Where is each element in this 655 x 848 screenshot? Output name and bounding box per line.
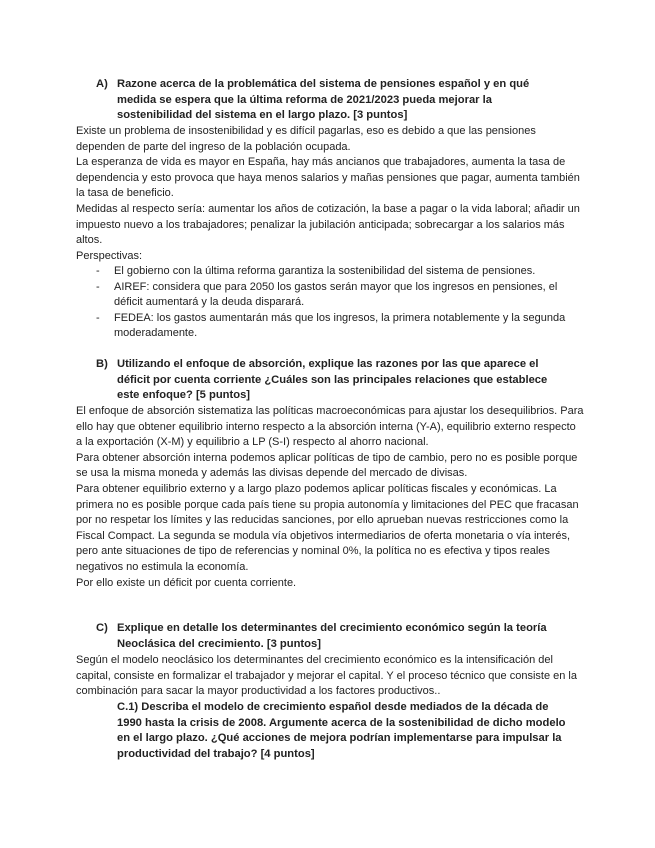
bullet-dash: -	[96, 265, 100, 277]
question-c	[96, 621, 558, 652]
answer-b-paragraph-2: Para obtener absorción interna podemos aplicar políticas de tipo de cambio, pero no es posible porque se usa la misma moneda y además las divisas depende del mercado de divisas.	[76, 451, 578, 480]
bullet-text: AIREF: considera que para 2050 los gastos serán mayor que los ingresos en pensiones, el déficit aumentará y la deuda disparará.	[114, 280, 558, 309]
answer-a-paragraph-1: Existe un problema de insostenibilidad y es difícil pagarlas, eso es debido a que las pensiones dependen de parte del ingreso de la población ocupada.	[76, 125, 536, 153]
question-c-letter: C)	[96, 622, 108, 634]
answer-a	[76, 124, 584, 264]
bullet-dash: -	[96, 311, 100, 324]
answer-b	[76, 404, 584, 591]
question-c-title: Explique en detalle los determinantes del crecimiento económico según la teoría Neoclásica del crecimiento. [3 puntos]	[117, 622, 547, 650]
question-c1-title: C.1) Describa el modelo de crecimiento español desde mediados de la década de 1990 hasta la crisis de 2008. Argumente acerca de la sostenibilidad de dicho modelo en el largo plazo. ¿Qué acciones de mejora podrían implementarse para impulsar la productividad del trabajo? [4 puntos]	[117, 701, 566, 760]
answer-c	[76, 653, 584, 700]
answer-a-paragraph-3: Medidas al respecto sería: aumentar los años de cotización, la base a pagar o la vida laboral; añadir un impuesto nuevo a los trabajadores; penalizar la jubilación anticipada; sobrecargar a los salarios más altos.	[76, 202, 580, 247]
answer-a-paragraph-2: La esperanza de vida es mayor en España, hay más ancianos que trabajadores, aumenta la tasa de dependencia y esto provoca que haya menos salarios y mañas pensiones que pagar, aumenta también la tasa de beneficio.	[76, 156, 580, 200]
question-c1	[117, 700, 567, 762]
list-item	[76, 264, 584, 280]
list-item	[76, 311, 584, 342]
question-b	[96, 357, 558, 404]
question-b-letter: B)	[96, 358, 108, 370]
question-a-letter: A)	[96, 78, 108, 90]
question-a-title: Razone acerca de la problemática del sistema de pensiones español y en qué medida se espera que la última reforma de 2021/2023 pueda mejorar la sostenibilidad del sistema en el largo plazo. [3 puntos]	[117, 78, 530, 122]
answer-b-paragraph-4: Por ello existe un déficit por cuenta corriente.	[76, 576, 297, 589]
question-b-title: Utilizando el enfoque de absorción, explique las razones por las que aparece el déficit por cuenta corriente ¿Cuáles son las principales relaciones que establece este enfoque? [5 puntos]	[117, 358, 548, 402]
bullet-text: FEDEA: los gastos aumentarán más que los ingresos, la primera notablemente y la segunda moderadamente.	[114, 311, 566, 340]
answer-b-paragraph-1: El enfoque de absorción sistematiza las políticas macroeconómicas para ajustar los desequilibrios. Para ello hay que obtener equilibrio interno respecto a la absorción interna (Y-A), equilibrio externo respecto a la exportación (X-M) y equilibrio a LP (S-I) respecto al ahorro nacional.	[76, 405, 584, 449]
question-a	[96, 77, 558, 124]
answer-a-paragraph-4: Perspectivas:	[76, 249, 143, 262]
list-item	[76, 280, 584, 311]
answer-c-paragraph-1: Según el modelo neoclásico los determinantes del crecimiento económico es la intensificación del capital, consiste en formalizar el trabajador y mejorar el capital. Y el proceso técnico que consiste en la combinación para sacar la mayor productividad a los factores productivos..	[76, 654, 577, 698]
answer-a-bullet-list	[76, 264, 584, 342]
answer-b-paragraph-3: Para obtener equilibrio externo y a largo plazo podemos aplicar políticas fiscales y económicas. La primera no es posible porque cada país tiene su propia autonomía y limitaciones del PEC que fracasan por no respetar los límites y las reducidas sanciones, por ello aprueban nuevas restricciones como la Fiscal Compact. La segunda se modula vía objetivos intermediarios de oferta monetaria o vía interés, pero ante situaciones de tipo de referencias y nominal 0%, la política no es efectiva y tipos reales negativos no estimula la economía.	[76, 482, 579, 573]
bullet-dash: -	[96, 280, 100, 293]
bullet-text: El gobierno con la última reforma garantiza la sostenibilidad del sistema de pensiones.	[114, 265, 536, 277]
